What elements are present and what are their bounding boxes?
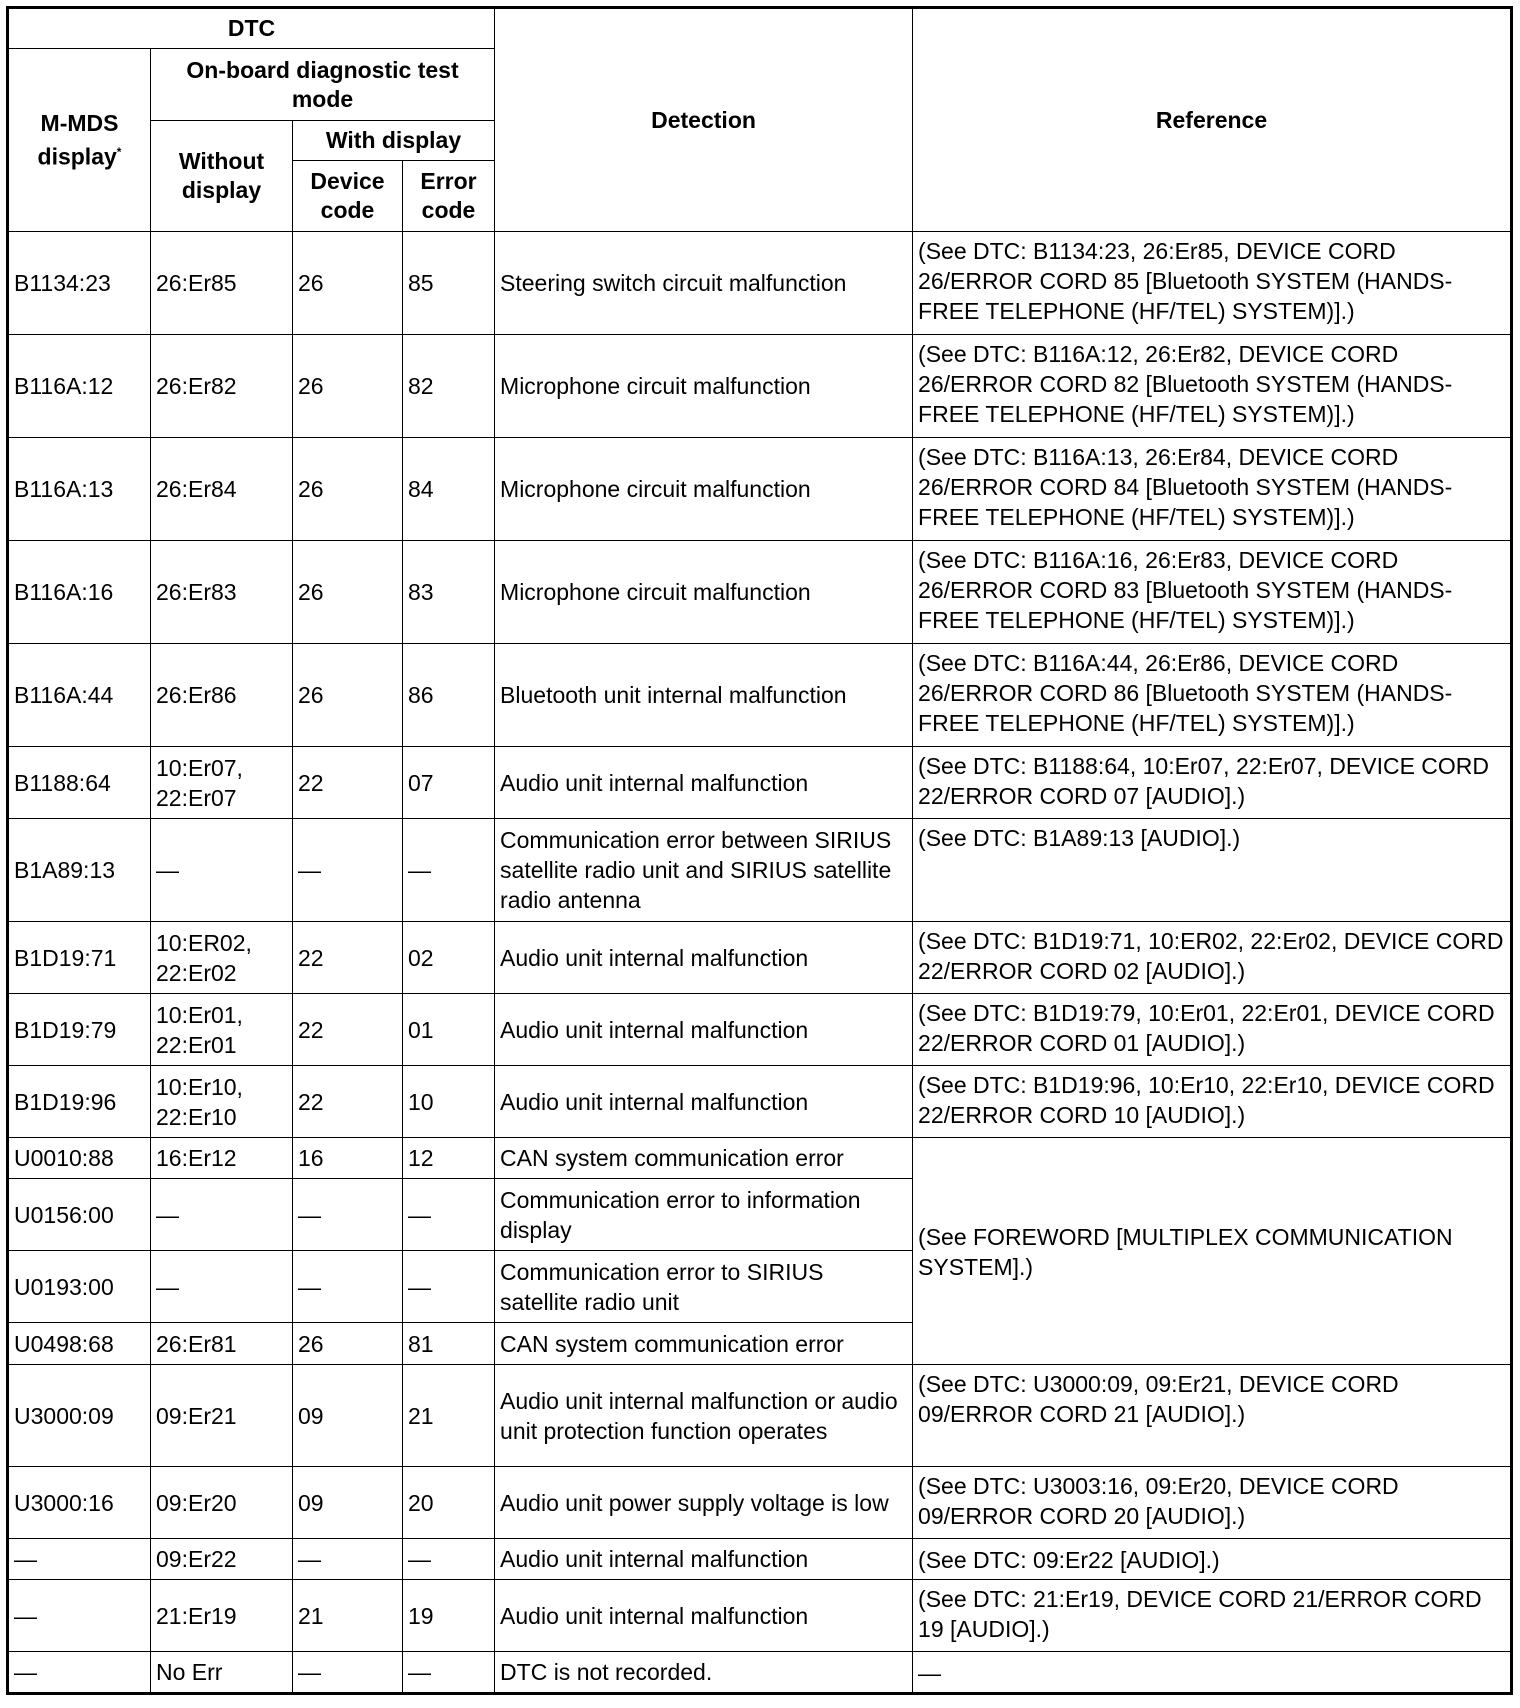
table-row: [8, 232, 1512, 335]
mmds-display-header: [8, 49, 151, 232]
detection-cell: Audio unit internal malfunction: [495, 1066, 913, 1138]
device-code-cell: —: [293, 1652, 403, 1694]
detection-cell: DTC is not recorded.: [495, 1652, 913, 1694]
reference-header: Reference: [913, 8, 1512, 232]
without-display-cell: 10:Er10, 22:Er10: [151, 1066, 293, 1138]
device-code-cell: 21: [293, 1580, 403, 1652]
detection-cell: CAN system communication error: [495, 1138, 913, 1179]
device-code-cell: 26: [293, 1323, 403, 1365]
table-row: [8, 541, 1512, 644]
device-code-cell: —: [293, 819, 403, 922]
without-display-cell: —: [151, 819, 293, 922]
reference-cell-multiplex: (See FOREWORD [MULTIPLEX COMMUNICATION SYSTEM].): [913, 1138, 1512, 1365]
mmds-cell: B1A89:13: [8, 819, 151, 922]
device-code-cell: 26: [293, 438, 403, 541]
detection-cell: Communication error to information display: [495, 1179, 913, 1251]
mmds-cell: U3000:09: [8, 1365, 151, 1467]
error-code-cell: 02: [403, 922, 495, 994]
detection-cell: Bluetooth unit internal malfunction: [495, 644, 913, 747]
error-code-cell: 01: [403, 994, 495, 1066]
without-display-cell: 26:Er82: [151, 335, 293, 438]
error-code-cell: 10: [403, 1066, 495, 1138]
without-display-cell: 16:Er12: [151, 1138, 293, 1179]
without-display-cell: 26:Er84: [151, 438, 293, 541]
mmds-cell: B1D19:71: [8, 922, 151, 994]
mmds-cell: —: [8, 1652, 151, 1694]
table-row: [8, 819, 1512, 922]
without-display-cell: 09:Er21: [151, 1365, 293, 1467]
detection-cell: Audio unit internal malfunction: [495, 1580, 913, 1652]
error-code-cell: 82: [403, 335, 495, 438]
device-code-cell: 22: [293, 922, 403, 994]
detection-cell: Audio unit internal malfunction: [495, 747, 913, 819]
device-code-cell: 26: [293, 644, 403, 747]
detection-header: Detection: [495, 8, 913, 232]
detection-cell: Microphone circuit malfunction: [495, 335, 913, 438]
mmds-cell: U0010:88: [8, 1138, 151, 1179]
mmds-cell: B116A:13: [8, 438, 151, 541]
device-code-header: Device code: [293, 161, 403, 232]
device-code-cell: —: [293, 1539, 403, 1580]
detection-cell: Steering switch circuit malfunction: [495, 232, 913, 335]
table-row: [8, 644, 1512, 747]
error-code-cell: 21: [403, 1365, 495, 1467]
device-code-cell: 26: [293, 335, 403, 438]
without-display-cell: 21:Er19: [151, 1580, 293, 1652]
error-code-cell: —: [403, 819, 495, 922]
error-code-cell: 20: [403, 1467, 495, 1539]
device-code-cell: 22: [293, 1066, 403, 1138]
device-code-cell: 26: [293, 541, 403, 644]
error-code-cell: —: [403, 1251, 495, 1323]
mmds-cell: B1D19:96: [8, 1066, 151, 1138]
detection-cell: Audio unit internal malfunction: [495, 922, 913, 994]
table-row: [8, 994, 1512, 1066]
table-row: [8, 335, 1512, 438]
detection-cell: CAN system communication error: [495, 1323, 913, 1365]
mmds-cell: —: [8, 1539, 151, 1580]
error-code-cell: —: [403, 1179, 495, 1251]
mmds-header-line2: display: [37, 143, 117, 170]
device-code-cell: —: [293, 1179, 403, 1251]
table-row: [8, 1138, 1512, 1179]
reference-cell: (See DTC: B116A:12, 26:Er82, DEVICE CORD 26/ERROR CORD 82 [Bluetooth SYSTEM (HANDS-FREE TELEPHONE (HF/TEL) SYSTEM)].): [913, 335, 1512, 438]
table-row: [8, 438, 1512, 541]
table-row: [8, 747, 1512, 819]
detection-cell: Microphone circuit malfunction: [495, 541, 913, 644]
without-display-cell: 26:Er83: [151, 541, 293, 644]
reference-cell: (See DTC: B116A:16, 26:Er83, DEVICE CORD 26/ERROR CORD 83 [Bluetooth SYSTEM (HANDS-FREE TELEPHONE (HF/TEL) SYSTEM)].): [913, 541, 1512, 644]
dtc-header: DTC: [8, 8, 495, 49]
error-code-cell: 07: [403, 747, 495, 819]
detection-cell: Audio unit power supply voltage is low: [495, 1467, 913, 1539]
mmds-cell: U3000:16: [8, 1467, 151, 1539]
reference-cell: (See DTC: 21:Er19, DEVICE CORD 21/ERROR CORD 19 [AUDIO].): [913, 1580, 1512, 1652]
reference-cell: (See DTC: B116A:44, 26:Er86, DEVICE CORD 26/ERROR CORD 86 [Bluetooth SYSTEM (HANDS-FREE TELEPHONE (HF/TEL) SYSTEM)].): [913, 644, 1512, 747]
error-code-header: Error code: [403, 161, 495, 232]
error-code-cell: 19: [403, 1580, 495, 1652]
detection-cell: Communication error to SIRIUS satellite radio unit: [495, 1251, 913, 1323]
reference-cell: (See DTC: B116A:13, 26:Er84, DEVICE CORD 26/ERROR CORD 84 [Bluetooth SYSTEM (HANDS-FREE TELEPHONE (HF/TEL) SYSTEM)].): [913, 438, 1512, 541]
mmds-header-line1: M-MDS: [40, 109, 119, 136]
error-code-cell: —: [403, 1539, 495, 1580]
dtc-table: [6, 6, 1513, 1695]
reference-cell: (See DTC: B1134:23, 26:Er85, DEVICE CORD 26/ERROR CORD 85 [Bluetooth SYSTEM (HANDS-FREE TELEPHONE (HF/TEL) SYSTEM)].): [913, 232, 1512, 335]
mmds-cell: U0156:00: [8, 1179, 151, 1251]
error-code-cell: 81: [403, 1323, 495, 1365]
with-display-header: With display: [293, 121, 495, 161]
mmds-cell: B116A:12: [8, 335, 151, 438]
without-display-cell: 09:Er22: [151, 1539, 293, 1580]
error-code-cell: 86: [403, 644, 495, 747]
device-code-cell: 22: [293, 994, 403, 1066]
mmds-cell: U0193:00: [8, 1251, 151, 1323]
reference-cell: (See DTC: U3003:16, 09:Er20, DEVICE CORD 09/ERROR CORD 20 [AUDIO].): [913, 1467, 1512, 1539]
detection-cell: Audio unit internal malfunction or audio unit protection function operates: [495, 1365, 913, 1467]
reference-cell: (See DTC: B1A89:13 [AUDIO].): [913, 819, 1512, 922]
device-code-cell: 26: [293, 232, 403, 335]
reference-cell: (See DTC: B1D19:96, 10:Er10, 22:Er10, DEVICE CORD 22/ERROR CORD 10 [AUDIO].): [913, 1066, 1512, 1138]
without-display-cell: 26:Er85: [151, 232, 293, 335]
footnote-mark: *: [116, 144, 122, 159]
device-code-cell: 22: [293, 747, 403, 819]
table-row: [8, 1365, 1512, 1467]
mmds-cell: —: [8, 1580, 151, 1652]
detection-cell: Communication error between SIRIUS satellite radio unit and SIRIUS satellite radio antenna: [495, 819, 913, 922]
table-row: [8, 1066, 1512, 1138]
mmds-cell: B116A:44: [8, 644, 151, 747]
table-row: [8, 1467, 1512, 1539]
without-display-cell: 10:Er07, 22:Er07: [151, 747, 293, 819]
reference-cell: (See DTC: U3000:09, 09:Er21, DEVICE CORD 09/ERROR CORD 21 [AUDIO].): [913, 1365, 1512, 1467]
mmds-cell: B1D19:79: [8, 994, 151, 1066]
device-code-cell: 09: [293, 1467, 403, 1539]
device-code-cell: —: [293, 1251, 403, 1323]
without-display-cell: —: [151, 1251, 293, 1323]
without-display-cell: 09:Er20: [151, 1467, 293, 1539]
reference-cell: (See DTC: B1D19:71, 10:ER02, 22:Er02, DEVICE CORD 22/ERROR CORD 02 [AUDIO].): [913, 922, 1512, 994]
device-code-cell: 16: [293, 1138, 403, 1179]
without-display-cell: —: [151, 1179, 293, 1251]
without-display-cell: 26:Er86: [151, 644, 293, 747]
mmds-cell: B1134:23: [8, 232, 151, 335]
error-code-cell: 84: [403, 438, 495, 541]
detection-cell: Audio unit internal malfunction: [495, 994, 913, 1066]
table-row: [8, 1652, 1512, 1694]
mmds-cell: B1188:64: [8, 747, 151, 819]
reference-cell: —: [913, 1652, 1512, 1694]
error-code-cell: —: [403, 1652, 495, 1694]
without-display-header: Without display: [151, 121, 293, 232]
mmds-cell: U0498:68: [8, 1323, 151, 1365]
without-display-cell: No Err: [151, 1652, 293, 1694]
without-display-cell: 10:Er01, 22:Er01: [151, 994, 293, 1066]
error-code-cell: 83: [403, 541, 495, 644]
error-code-cell: 85: [403, 232, 495, 335]
reference-cell: (See DTC: 09:Er22 [AUDIO].): [913, 1539, 1512, 1580]
table-row: [8, 1580, 1512, 1652]
table-row: [8, 1539, 1512, 1580]
mmds-cell: B116A:16: [8, 541, 151, 644]
table-row: [8, 922, 1512, 994]
detection-cell: Microphone circuit malfunction: [495, 438, 913, 541]
without-display-cell: 10:ER02, 22:Er02: [151, 922, 293, 994]
reference-cell: (See DTC: B1D19:79, 10:Er01, 22:Er01, DEVICE CORD 22/ERROR CORD 01 [AUDIO].): [913, 994, 1512, 1066]
without-display-cell: 26:Er81: [151, 1323, 293, 1365]
onboard-mode-header: On-board diagnostic test mode: [151, 49, 495, 121]
detection-cell: Audio unit internal malfunction: [495, 1539, 913, 1580]
error-code-cell: 12: [403, 1138, 495, 1179]
device-code-cell: 09: [293, 1365, 403, 1467]
reference-cell: (See DTC: B1188:64, 10:Er07, 22:Er07, DEVICE CORD 22/ERROR CORD 07 [AUDIO].): [913, 747, 1512, 819]
